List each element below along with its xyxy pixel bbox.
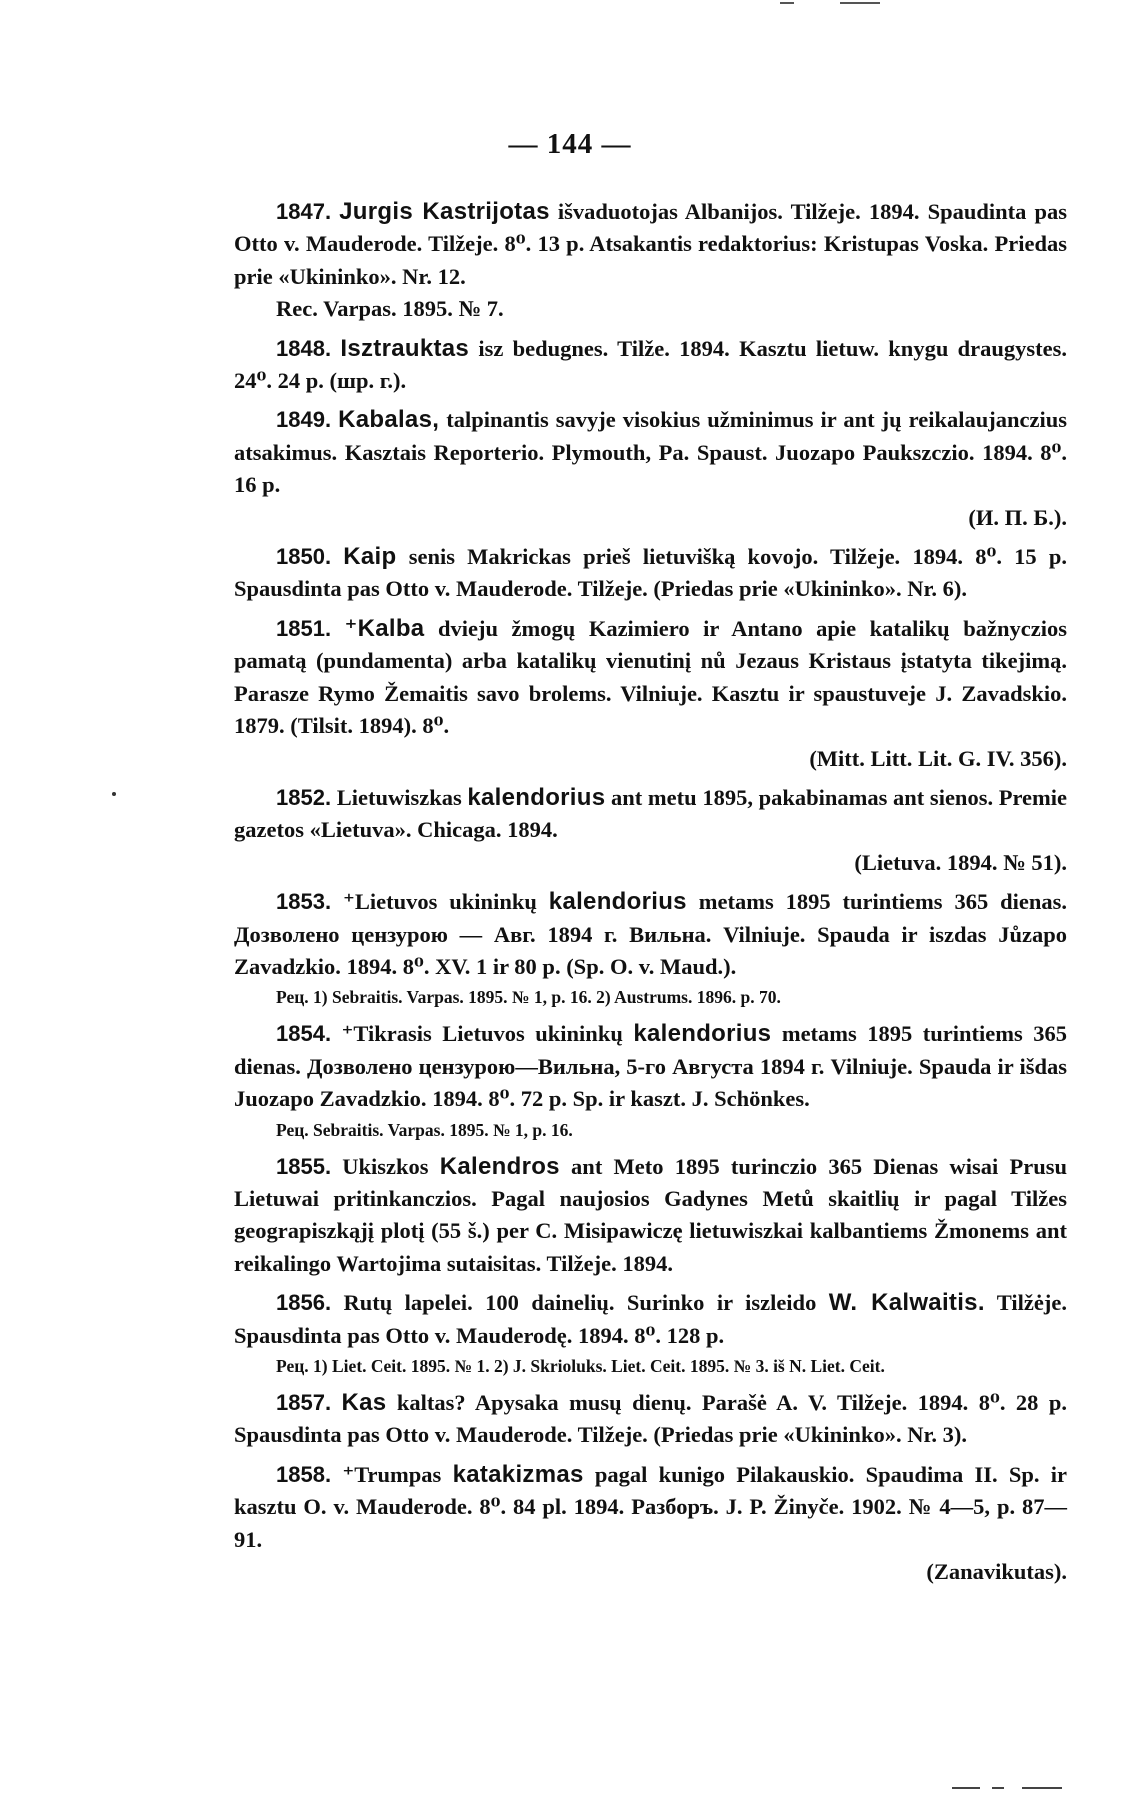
entry-text: metams 1895 turintiems 365 dienas. Дозволено цензурою — Авг. 1894 г. Вильна. Vilniuje. Spauda ir iszdas Jůzapo Zavadzkio. 1894. 8⁰. XV. 1 ir 80 p. (Sp. O. v. Maud.). — [234, 889, 1068, 979]
entry-keyword: kalendorius — [467, 783, 606, 811]
entry-source: (Lietuva. 1894. № 51). — [854, 849, 1067, 875]
entry-number: 1856. — [276, 1290, 332, 1316]
entry-text-pre: ⁺Tikrasis Lietuvos ukininkų — [331, 1021, 634, 1047]
entry-source: (Zanavikutas). — [926, 1559, 1067, 1585]
entry-text: pagal kunigo Pilakauskio. Spaudima II. Sp. ir kasztu O. v. Mauderode. 8⁰. 84 pl. 1894. Разборъ. J. P. Žinyče. 1902. № 4—5, p. 87—91. — [234, 1461, 1067, 1552]
entry-1855 — [234, 1151, 1067, 1281]
entry-keyword: kalendorius — [548, 888, 687, 916]
entry-number: 1853. — [276, 889, 332, 915]
entry-review: Рец. 1) Sebraitis. Varpas. 1895. № 1, p. 16. 2) Austrums. 1896. p. 70. — [276, 987, 781, 1008]
entry-review: Рец. Sebraitis. Varpas. 1895. № 1, p. 16. — [276, 1119, 573, 1140]
entry-keyword: ⁺Kalba — [344, 614, 425, 642]
entry-1856 — [234, 1287, 1067, 1380]
entry-review: Рец. 1) Liet. Ceit. 1895. № 1. 2) J. Skrioluks. Liet. Ceit. 1895. № 3. iš N. Liet. Ceit. — [276, 1356, 885, 1376]
entry-text: talpinantis savyje visokius užminimus ir ant jų reikalaujanczius atsakimus. Kasztais Reporterio. Plymouth, Pa. Spaust. Juozapo Paukszczio. 1894. 8⁰. 16 p. — [234, 407, 1068, 498]
page-number: — 144 — — [508, 128, 632, 160]
entry-1847 — [234, 196, 1067, 326]
entry-text: kaltas? Apysaka musų dienų. Parašė A. V. Tilžeje. 1894. 8⁰. 28 p. Spausdinta pas Otto v. Mauderode. Tilžeje. (Priedas prie «Ukininko». Nr. 3). — [234, 1390, 1067, 1448]
scan-mark-top — [780, 0, 890, 6]
entry-source: (И. П. Б.). — [968, 504, 1067, 530]
entry-1852 — [234, 782, 1067, 879]
entry-keyword: Kaip — [343, 543, 397, 571]
entry-number: 1855. — [276, 1153, 332, 1179]
entry-number: 1847. — [276, 199, 332, 224]
entry-keyword: Kalendros — [439, 1152, 560, 1180]
entry-1849 — [234, 404, 1067, 534]
entry-1851 — [234, 613, 1067, 775]
entry-number: 1854. — [276, 1021, 332, 1047]
entry-text-pre: ⁺Lietuvos ukininkų — [331, 889, 549, 915]
entry-1858 — [234, 1459, 1067, 1589]
entry-text-pre: Lietuwiszkas — [331, 784, 468, 810]
entry-keyword: Kas — [341, 1389, 387, 1416]
entry-keyword: W. Kalwaitis. — [828, 1289, 985, 1317]
entry-1848 — [234, 333, 1067, 398]
entry-text-pre: ⁺Trumpas — [331, 1461, 453, 1487]
entry-note: Rec. Varpas. 1895. № 7. — [276, 296, 504, 322]
entry-number: 1848. — [276, 335, 332, 361]
entry-text-pre: Rutų lapelei. 100 dainelių. Surinko ir iszleido — [331, 1290, 829, 1316]
entry-1857 — [234, 1387, 1067, 1452]
entry-1853 — [234, 886, 1067, 1011]
entry-number: 1851. — [276, 615, 332, 641]
entry-text: išvaduotojas Albanijos. Tilžeje. 1894. Spaudinta pas Otto v. Mauderode. Tilžeje. 8⁰. 13 p. Atsakantis redaktorius: Kristupas Voska. Priedas prie «Ukininko». Nr. 12. — [234, 199, 1067, 289]
entry-text: Tilžėje. Spausdinta pas Otto v. Mauderodę. 1894. 8⁰. 128 p. — [234, 1290, 1067, 1348]
entry-text: ant Meto 1895 turinczio 365 Dienas wisai Prusu Lietuwai pritinkanczios. Pagal naujosios Gadynes Metů skaitlių ir pagal Tilžes geograpiszkąjį plotį (55 š.) per C. Misipawiczę lietuwiszkai kalbantiems Žmonems ant reikalingo Wartojima sutaisitas. Tilžeje. 1894. — [234, 1153, 1067, 1276]
entry-1854 — [234, 1018, 1067, 1143]
entry-keyword: Kabalas, — [338, 406, 440, 434]
entry-keyword: katakizmas — [452, 1460, 584, 1488]
entry-number: 1858. — [276, 1461, 332, 1487]
entry-text-pre: Ukiszkos — [331, 1153, 440, 1179]
entry-1850 — [234, 541, 1067, 606]
entry-source: (Mitt. Litt. Lit. G. IV. 356). — [809, 745, 1067, 771]
entry-number: 1857. — [276, 1390, 332, 1415]
scan-mark-bottom — [952, 1786, 1072, 1792]
entry-number: 1852. — [276, 784, 332, 810]
entry-keyword: Jurgis Kastrijotas — [339, 198, 550, 225]
scan-speck — [112, 792, 116, 796]
entry-text: senis Makrickas prieš lietuvišką kovojo. Tilžeje. 1894. 8⁰. 15 p. Spausdinta pas Otto v. Mauderode. Tilžeje. (Priedas prie «Ukininko». Nr. 6). — [234, 544, 1068, 602]
entry-keyword: kalendorius — [633, 1020, 772, 1048]
entry-keyword: Isztrauktas — [340, 334, 470, 362]
entry-text: ant metu 1895, pakabinamas ant sienos. Premie gazetos «Lietuva». Chicaga. 1894. — [234, 784, 1068, 843]
entry-text: dvieju žmogų Kazimiero ir Antano apie katalikų bažnyczios pamatą (pundamenta) arba katalikų vienutinį nů Jezaus Kristaus įstatyta tikejimą. Parasze Rymo Žemaitis savo brolems. Vilniuje. Kasztu ir spaustuveje J. Zavadskio. 1879. (Tilsit. 1894). 8⁰. — [234, 615, 1067, 739]
entry-number: 1850. — [276, 544, 332, 570]
entry-text: isz bedugnes. Tilže. 1894. Kasztu lietuw. knygu draugystes. 24⁰. 24 p. (шр. г.). — [234, 335, 1068, 394]
entry-number: 1849. — [276, 407, 332, 433]
entry-text: metams 1895 turintiems 365 dienas. Дозволено цензурою—Вильна, 5-го Августа 1894 г. Vilniuje. Spauda ir išdas Juozapo Zavadzkio. 1894. 8⁰. 72 p. Sp. ir kaszt. J. Schönkes. — [234, 1021, 1067, 1112]
entry-list — [234, 196, 1067, 1595]
